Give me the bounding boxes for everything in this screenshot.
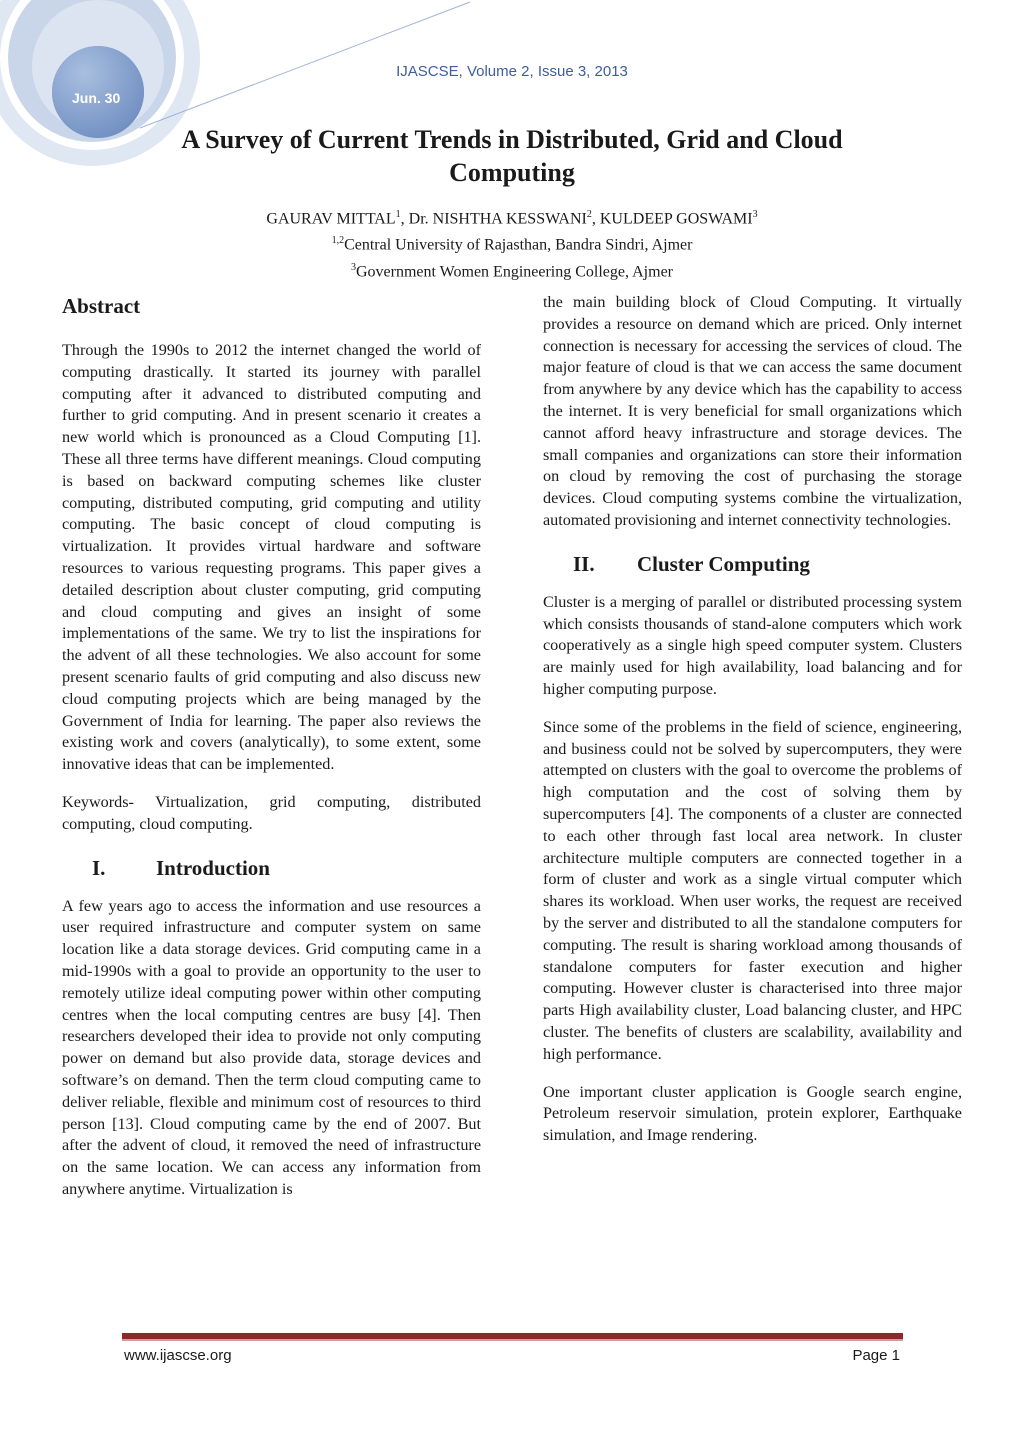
- footer-rule: [122, 1333, 903, 1341]
- author-name: GAURAV MITTAL: [266, 210, 396, 228]
- author-line: GAURAV MITTAL$^1$, Dr. NISHTHA KESSWANI$^2$, KULDEEP GOSWAMI$^3$: [266, 209, 758, 228]
- author-name: KULDEEP GOSWAMI: [599, 210, 753, 228]
- body-paragraph: Cluster is a merging of parallel or distributed processing system which consists thousands of stand-alone computers which work cooperatively as a single high speed computer system. Clusters are mainly used for high availability, load balancing and for higher computing purpose.: [543, 592, 962, 698]
- affiliation-line: [0, 230, 1024, 256]
- section-number: I.: [92, 855, 106, 880]
- affiliation-text: Central University of Rajasthan, Bandra Sindri, Ajmer: [344, 236, 693, 254]
- footer-page-number: Page 1: [852, 1347, 900, 1364]
- affiliation-superscript: 1,2: [331, 235, 345, 247]
- footer-website: www.ijascse.org: [124, 1347, 232, 1364]
- section-heading-introduction: [62, 854, 481, 882]
- author-superscript: 3: [752, 209, 758, 220]
- author-superscript: 2: [586, 209, 592, 220]
- section-title: Cluster Computing: [637, 551, 810, 576]
- body-paragraph: One important cluster application is Google search engine, Petroleum reservoir simulation, protein explorer, Earthquake simulation, and Image rendering.: [543, 1082, 962, 1145]
- left-column: [62, 292, 481, 1201]
- section-number: II.: [573, 551, 595, 576]
- affiliation-text: Government Women Engineering College, Ajmer: [355, 262, 673, 280]
- keywords: Keywords- Virtualization, grid computing, distributed computing, cloud computing.: [62, 792, 481, 833]
- affiliation-superscript: 3: [350, 261, 356, 273]
- affiliation-line: [0, 257, 1024, 283]
- body-paragraph: A few years ago to access the information and use resources a user required infrastructure and computer system on same location like a data storage devices. Grid computing came in a mid-1990s with a goal to provide an opportunity to the user to remotely utilize ideal computing power within other computing centres when the local computing centres are busy [4]. Then researchers developed their idea to provide not only computing power on demand but also provide data, storage devices and software’s on demand. Then the term cloud computing came to deliver reliable, flexible and minimum cost of resources to third person [13]. Cloud computing came by the end of 2007. But after the advent of cloud, it removed the need of infrastructure on the same location. We can access any information from anywhere anytime. Virtualization is: [62, 896, 481, 1198]
- abstract-text: Through the 1990s to 2012 the internet changed the world of computing drastically. It started its journey with parallel computing after it advanced to distributed computing and further to grid computing. And in present scenario it creates a new world which is pronounced as a Cloud Computing [1]. These all three terms have different meanings. Cloud computing is based on backward computing schemes like cluster computing, distributed computing, grid computing and utility computing. The basic concept of cloud computing is virtualization. It provides virtual hardware and software resources to various requesting programs. This paper gives a detailed description about cluster computing, grid computing and cloud computing and gives an insight of some implementations of the same. We try to list the inspirations for the advent of all these technologies. We also account for some present scenario faults of grid computing and also discuss new cloud computing projects which are being managed by the Government of India for learning. The paper also reviews the existing work and covers (analytically), to some extent, some innovative ideas that can be implemented.: [62, 341, 481, 774]
- section-heading-cluster-computing: [543, 550, 962, 578]
- journal-header: IJASCSE, Volume 2, Issue 3, 2013: [396, 63, 628, 80]
- author-block: [0, 204, 1024, 283]
- section-title: Introduction: [156, 855, 270, 880]
- date-badge-text: Jun. 30: [72, 90, 121, 106]
- body-paragraph: Since some of the problems in the field of science, engineering, and business could not be solved by supercomputers, they were attempted on clusters with the goal to overcome the problems of high computation and the cost of solving them by supercomputers [4]. The components of a cluster are connected to each other through fast local area network. In cluster architecture multiple computers are connected together in a form of cluster and work as a single virtual computer which shares its workload. When user works, the request are received by the server and distributed to all the standalone computers for computing. The result is sharing workload among thousands of standalone computers for faster execution and higher computing. However cluster is characterised into three major parts High availability cluster, Load balancing cluster, and HPC cluster. The benefits of clusters are scalability, availability and high performance.: [543, 717, 962, 1063]
- right-column: [543, 292, 962, 1147]
- abstract-heading: Abstract: [62, 294, 141, 318]
- author-superscript: 1: [395, 209, 401, 220]
- paper-title: A Survey of Current Trends in Distributed, Grid and Cloud Computing: [181, 125, 843, 187]
- author-name: Dr. NISHTHA KESSWANI: [408, 210, 587, 228]
- body-paragraph: the main building block of Cloud Computing. It virtually provides a resource on demand which are priced. Only internet connection is necessary for accessing the services of cloud. The major feature of cloud is that we can access the same document from anywhere by any device which has the capability to access the internet. It is very beneficial for small organizations which cannot afford heavy infrastructure and storage devices. The small companies and organizations can store their information on cloud by removing the cost of purchasing the storage devices. Cloud computing systems combine the virtualization, automated provisioning and internet connectivity technologies.: [543, 293, 962, 529]
